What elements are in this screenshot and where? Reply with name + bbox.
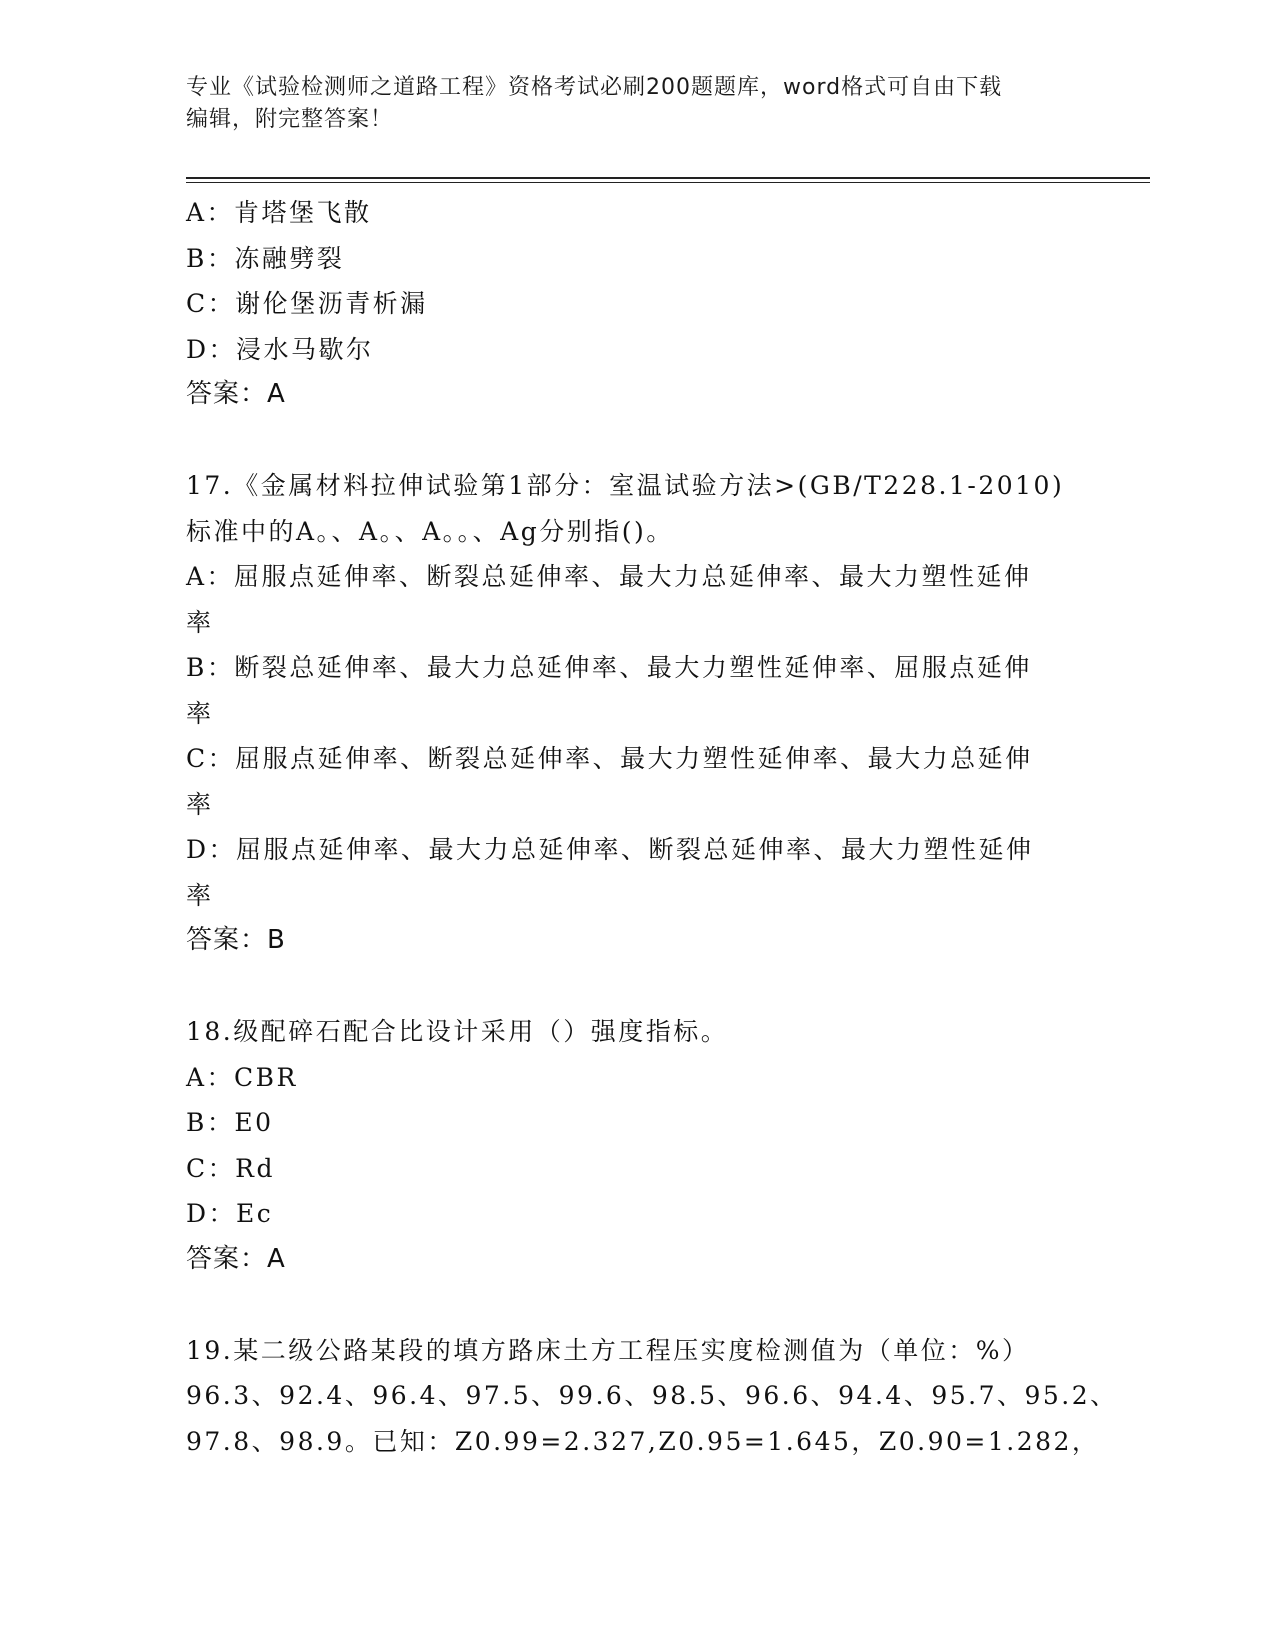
option-c: C：谢伦堡沥青析漏 xyxy=(186,289,428,318)
question-stem-cont: 标准中的A。、A。、A。。、Ag分别指()。 xyxy=(186,516,674,546)
question-list xyxy=(186,190,1118,1464)
option-b: B：断裂总延伸率、最大力总延伸率、最大力塑性延伸率、屈服点延伸 xyxy=(186,653,1032,682)
option-d: D：浸水马歇尔 xyxy=(186,334,374,364)
option-b-cont: 率 xyxy=(186,698,214,728)
header-title-line-2: 编辑，附完整答案！ xyxy=(186,107,394,132)
prev-question xyxy=(186,190,1086,418)
option-b: B：冻融劈裂 xyxy=(186,243,345,273)
option-c: C：Rd xyxy=(186,1153,275,1183)
spacer xyxy=(186,1282,1086,1328)
answer-line: 答案：A xyxy=(186,1243,286,1274)
question-stem-cont: 96.3、92.4、96.4、97.5、99.6、98.5、96.6、94.4、95.7、95.2、 xyxy=(186,1381,1118,1410)
header-title-line-1: 专业《试验检测师之道路工程》资格考试必刷200题题库，word格式可自由下载 xyxy=(186,75,1003,100)
option-c: C：屈服点延伸率、断裂总延伸率、最大力塑性延伸率、最大力总延伸 xyxy=(186,744,1033,773)
answer-line: 答案：A xyxy=(186,379,286,409)
document-header xyxy=(186,72,1086,136)
option-d: D：屈服点延伸率、最大力总延伸率、断裂总延伸率、最大力塑性延伸 xyxy=(186,835,1034,864)
option-b: B：E0 xyxy=(186,1108,274,1137)
spacer xyxy=(186,418,1086,464)
question-stem: 19.某二级公路某段的填方路床土方工程压实度检测值为（单位：%） xyxy=(186,1335,1030,1365)
option-a: A：屈服点延伸率、断裂总延伸率、最大力总延伸率、最大力塑性延伸 xyxy=(186,562,1032,591)
option-d-cont: 率 xyxy=(186,880,214,910)
spacer xyxy=(186,964,1086,1010)
option-a: A：肯塔堡飞散 xyxy=(186,198,372,227)
option-a-cont: 率 xyxy=(186,607,214,637)
option-d: D：Ec xyxy=(186,1199,274,1228)
question-stem: 17.《金属材料拉伸试验第1部分：室温试验方法>(GB/T228.1-2010) xyxy=(186,471,1065,500)
question-stem: 18.级配碎石配合比设计采用（）强度指标。 xyxy=(186,1017,729,1046)
question-19 xyxy=(186,1328,1118,1465)
question-stem-cont: 97.8、98.9。已知：Z0.99=2.327,Z0.95=1.645，Z0.90=1.282， xyxy=(186,1426,1100,1456)
option-c-cont: 率 xyxy=(186,789,214,819)
header-divider-thick xyxy=(186,177,1150,179)
question-17 xyxy=(186,463,1086,964)
answer-line: 答案：B xyxy=(186,925,286,955)
header-divider-thin xyxy=(186,182,1150,183)
question-18 xyxy=(186,1009,1086,1282)
option-a: A：CBR xyxy=(186,1062,298,1092)
